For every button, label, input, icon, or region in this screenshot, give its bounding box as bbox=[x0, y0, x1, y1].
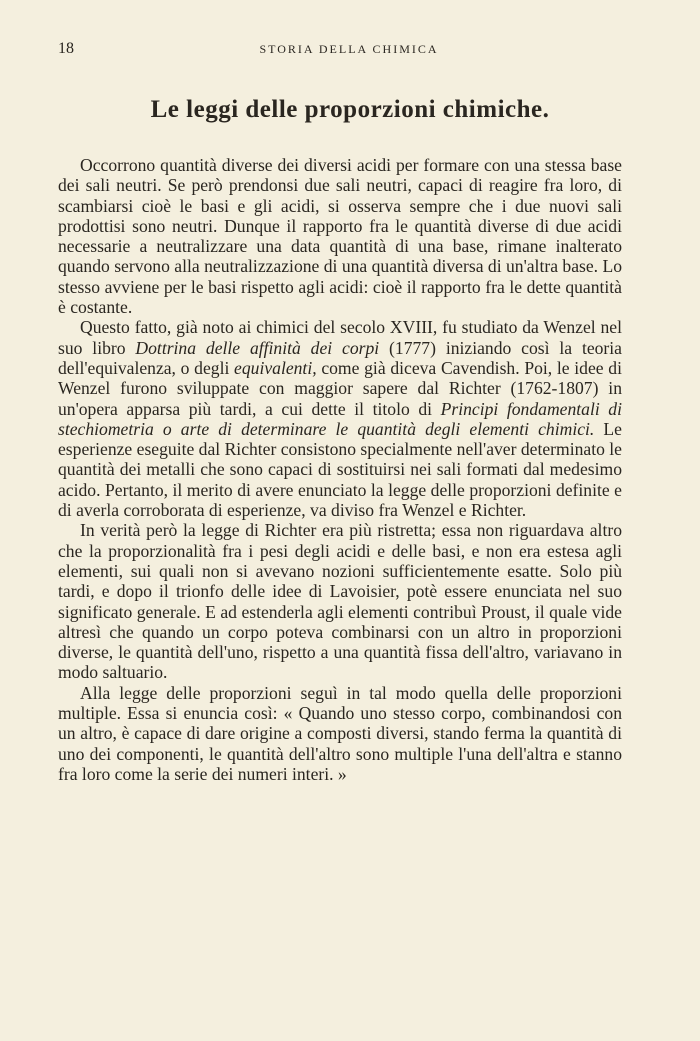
term-equivalenti: equivalenti, bbox=[234, 357, 317, 378]
book-title-wenzel: Dottrina delle affinità dei corpi bbox=[135, 337, 380, 358]
book-title: STORIA DELLA CHIMICA bbox=[259, 42, 439, 56]
text-span: Le esperienze eseguite dal Richter consistono specialmente nell'aver determinato le quantità dei metalli che sono capaci di sostituirsi nei sali formati dal medesimo acido. Pertanto, il merito di avere enunciato la legge delle proporzioni definite e di averla corroborata di esperienze, va diviso fra Wenzel e Richter. bbox=[58, 418, 622, 521]
paragraph-multiple-proportions: Alla legge delle proporzioni seguì in tal modo quella delle proporzioni multiple. Essa si enuncia così: « Quando uno stesso corpo, combinandosi con un altro, è capace di dare origine a composti diversi, stando ferma la quantità di uno dei componenti, le quantità dell'altro sono multiple l'una dell'altra e stanno fra loro come la serie dei numeri interi. » bbox=[58, 682, 622, 784]
book-title-richter: Principi fondamentali di stechiometria o arte di determinare le quantità degli elementi chimici. bbox=[58, 398, 622, 439]
text-span: (1777) iniziando così la teoria dell'equivalenza, o degli bbox=[58, 337, 622, 378]
page-number: 18 bbox=[58, 40, 74, 57]
paragraph-proportions-intro: Occorrono quantità diverse dei diversi acidi per formare con una stessa base dei sali neutri. Se però prendonsi due sali neutri, capaci di reagire fra loro, di scambiarsi cioè le basi e gli acidi, si osserva sempre che i due nuovi sali prodottisi sono neutri. Dunque il rapporto fra le quantità diverse di due acidi necessarie a neutralizzare una data quantità di una base, rimane inalterato quando servono alla neutralizzazione di una quantità diversa di un'altra base. Lo stesso avviene per le basi rispetto agli acidi: cioè il rapporto fra le dette quantità è costante. bbox=[58, 155, 623, 318]
paragraph-wenzel-richter bbox=[58, 317, 622, 520]
body-text bbox=[58, 155, 622, 784]
text-span: come già diceva Cavendish. Poi, le idee di Wenzel furono sviluppate con maggior sapere dal Richter (1762-1807) in un'opera apparsa più tardi, a cui dette il titolo di bbox=[58, 357, 622, 419]
paragraph-richter-proust: In verità però la legge di Richter era più ristretta; essa non riguardava altro che la proporzionalità fra i pesi degli acidi e delle basi, e non era estesa agli elementi, sui quali non si avevano nozioni sufficientemente esatte. Solo più tardi, e dopo il trionfo delle idee di Lavoisier, potè essere enunciata nel suo significato generale. E ad estenderla agli elementi contribuì Proust, il quale vide altresì che quando un corpo poteva combinarsi con un altro in proporzioni diverse, le quantità dell'uno, rispetto a una quantità fissa dell'altro, variavano in modo saltuario. bbox=[58, 520, 622, 683]
text-span: Questo fatto, già noto ai chimici del secolo XVIII, fu studiato da Wenzel nel suo libro bbox=[58, 317, 622, 358]
running-head bbox=[58, 40, 640, 64]
chapter-title: Le leggi delle proporzioni chimiche. bbox=[150, 96, 550, 123]
